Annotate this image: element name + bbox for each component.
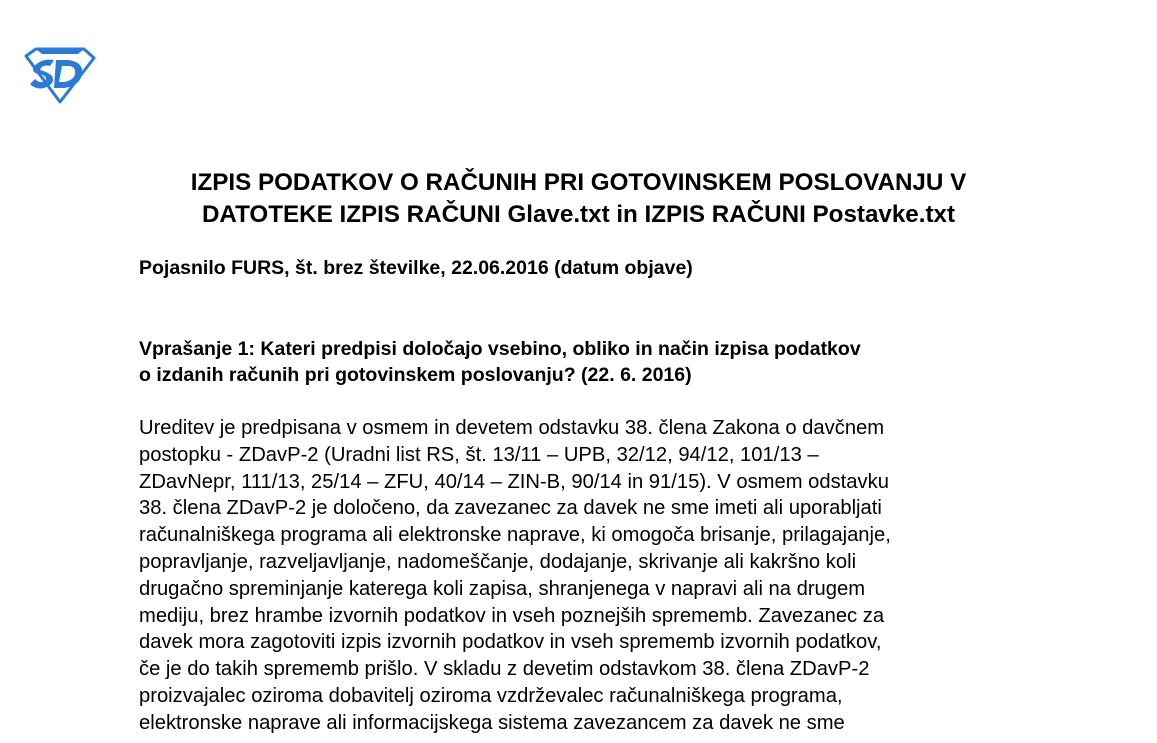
paragraph-line: davek mora zagotoviti izpis izvornih podatkov in vseh sprememb izvornih podatkov, <box>139 631 882 654</box>
sd-shield-logo-icon <box>22 46 96 104</box>
paragraph-line: 38. člena ZDavP-2 je določeno, da zavezanec za davek ne sme imeti ali uporabljati <box>139 497 882 520</box>
paragraph-line: računalniškega programa ali elektronske naprave, ki omogoča brisanje, prilagajanje, <box>139 524 891 547</box>
paragraph-line: ZDavNepr, 111/13, 25/14 – ZFU, 40/14 – ZIN-B, 90/14 in 91/15). V osmem odstavku <box>139 470 889 493</box>
title-line-1: IZPIS PODATKOV O RAČUNIH PRI GOTOVINSKEM POSLOVANJU V <box>190 169 967 196</box>
paragraph-line: drugačno spreminjanje katerega koli zapisa, shranjenega v napravi ali na drugem <box>139 577 866 600</box>
question-heading <box>139 336 1019 388</box>
paragraph-line: proizvajalec oziroma dobavitelj oziroma vzdrževalec računalniškega programa, <box>139 684 843 707</box>
paragraph-line: če je do takih sprememb prišlo. V skladu z devetim odstavkom 38. člena ZDavP-2 <box>139 658 870 681</box>
paragraph-line: postopku - ZDavP-2 (Uradni list RS, št. 13/11 – UPB, 32/12, 94/12, 101/13 – <box>139 443 819 466</box>
answer-paragraph <box>139 415 1019 737</box>
question-line-1: Vprašanje 1: Kateri predpisi določajo vsebino, obliko in način izpisa podatkov <box>139 338 861 360</box>
paragraph-line: mediju, brez hrambe izvornih podatkov in vseh poznejših sprememb. Zavezanec za <box>139 604 885 627</box>
question-line-2: o izdanih računih pri gotovinskem poslovanju? (22. 6. 2016) <box>139 364 692 386</box>
paragraph-line: popravljanje, razveljavljanje, nadomeščanje, dodajanje, skrivanje ali kakršno koli <box>139 550 857 573</box>
paragraph-line: Ureditev je predpisana v osmem in devetem odstavku 38. člena Zakona o davčnem <box>139 417 885 439</box>
document-subtitle: Pojasnilo FURS, št. brez številke, 22.06.2016 (datum objave) <box>139 257 693 279</box>
paragraph-line: elektronske naprave ali informacijskega sistema zavezancem za davek ne sme <box>139 711 845 734</box>
document-title <box>120 167 1037 231</box>
title-line-2: DATOTEKE IZPIS RAČUNI Glave.txt in IZPIS RAČUNI Postavke.txt <box>201 201 956 228</box>
